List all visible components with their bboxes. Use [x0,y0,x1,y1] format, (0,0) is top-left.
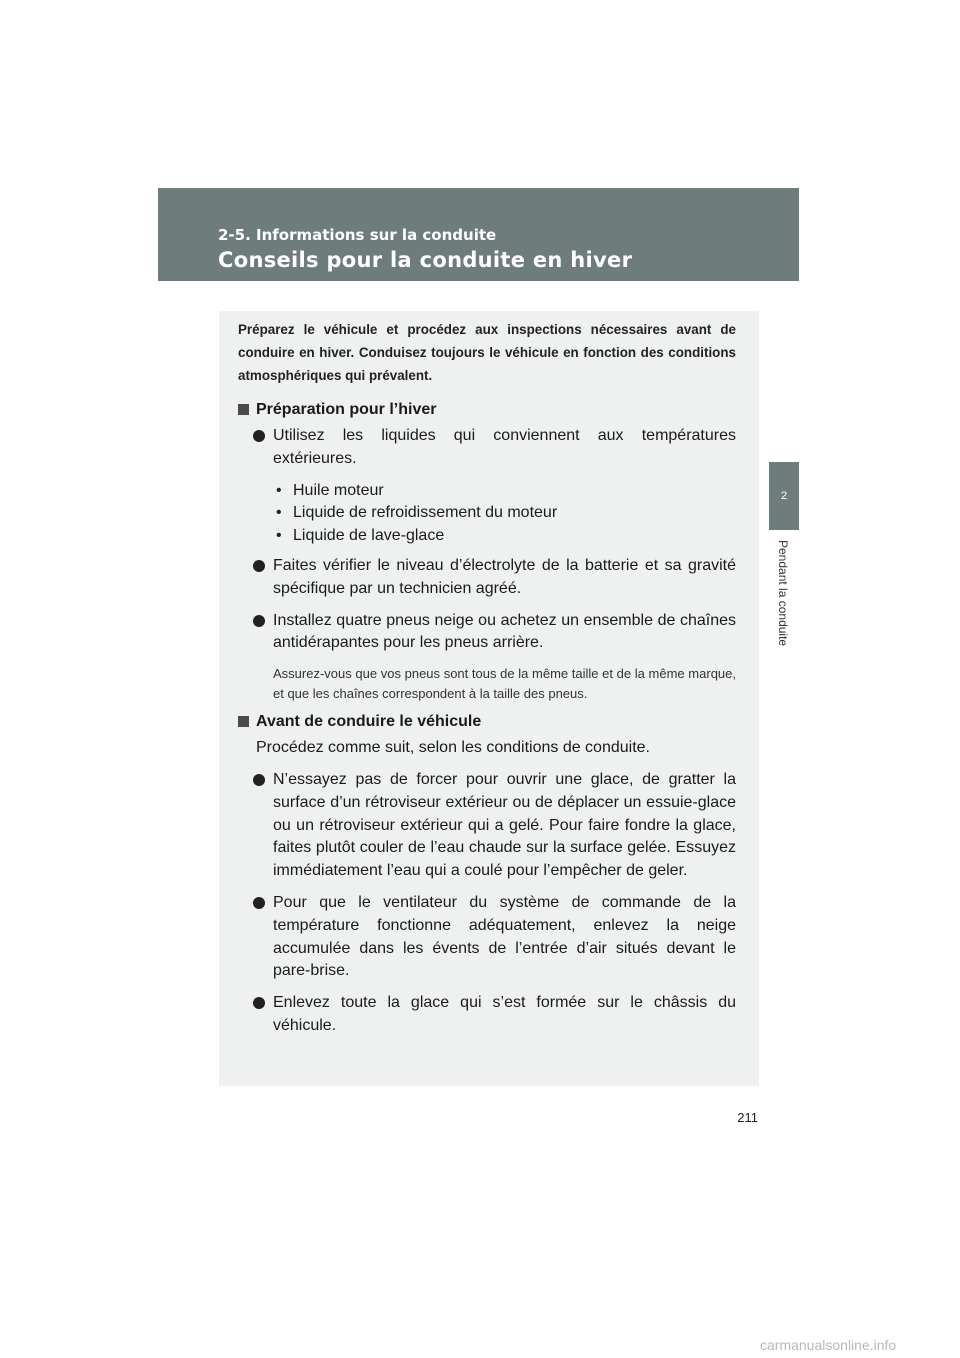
liquid-list [238,480,736,548]
list-item: • Liquide de lave-glace [238,525,736,548]
note-text: Assurez-vous que vos pneus sont tous de la même taille et de la même marque, et que les chaînes correspondent à la taille des pneus. [273,666,736,701]
subheading-text: Avant de conduire le véhicule [256,713,482,731]
circle-bullet-icon [253,560,265,572]
list-item: • Liquide de refroidissement du moteur [238,502,736,525]
square-bullet-icon [238,716,249,727]
section-label: 2-5. Informations sur la conduite [218,226,497,244]
circle-bullet-icon [253,774,265,786]
bullet-text: N’essayez pas de forcer pour ouvrir une glace, de gratter la surface d’un rétroviseur extérieur ou de déplacer un essuie-glace ou un rétroviseur extérieur qui a gelé. Pour faire fondre la glace, faites plutôt couler de l’eau chaude sur la surface gelée. Essuyez immédiatement l’eau qui a coulé pour l’empêcher de geler. [273,771,736,880]
subheading-text: Préparation pour l’hiver [256,401,437,418]
circle-bullet-icon [253,430,265,442]
bullet-text: Utilisez les liquides qui conviennent aux températures extérieures. [273,427,736,467]
page-title: Conseils pour la conduite en hiver [218,248,633,272]
watermark[interactable]: carmanualsonline.info [760,1337,897,1353]
page-number: 211 [737,1110,758,1125]
bullet-item [238,892,736,983]
chapter-tab[interactable]: 2 [769,462,799,530]
bullet-text: Installez quatre pneus neige ou achetez un ensemble de chaînes antidérapantes pour les pneus arrière. [273,611,736,652]
bullet-item [238,769,736,883]
list-item: • Huile moteur [238,480,736,503]
square-bullet-icon [238,404,249,415]
circle-bullet-icon [253,615,265,627]
bullet-item [238,425,736,471]
bullet-text: Faites vérifier le niveau d’électrolyte de la batterie et sa gravité spécifique par un technicien agréé. [273,557,736,597]
subheading-winter-prep [238,399,736,421]
intro-text: Préparez le véhicule et procédez aux inspections nécessaires avant de conduire en hiver. Conduisez toujours le véhicule en fonction des conditions atmosphériques qui prévalent. [238,322,736,383]
content [238,318,736,1047]
chapter-label-text: Pendant la conduite [776,540,790,647]
bullet-item [238,555,736,601]
bullet-item [238,610,736,656]
section-intro: Procédez comme suit, selon les conditions de conduite. [256,739,650,757]
bullet-item [238,992,736,1038]
circle-bullet-icon [253,897,265,909]
bullet-text: Enlevez toute la glace qui s’est formée sur le châssis du véhicule. [273,994,736,1035]
bullet-text: Pour que le ventilateur du système de commande de la température fonctionne adéquatement, enlevez la neige accumulée dans les évents de l’entrée d’air situés devant le pare-brise. [273,894,736,980]
circle-bullet-icon [253,997,265,1009]
subheading-before-driving [238,711,736,733]
